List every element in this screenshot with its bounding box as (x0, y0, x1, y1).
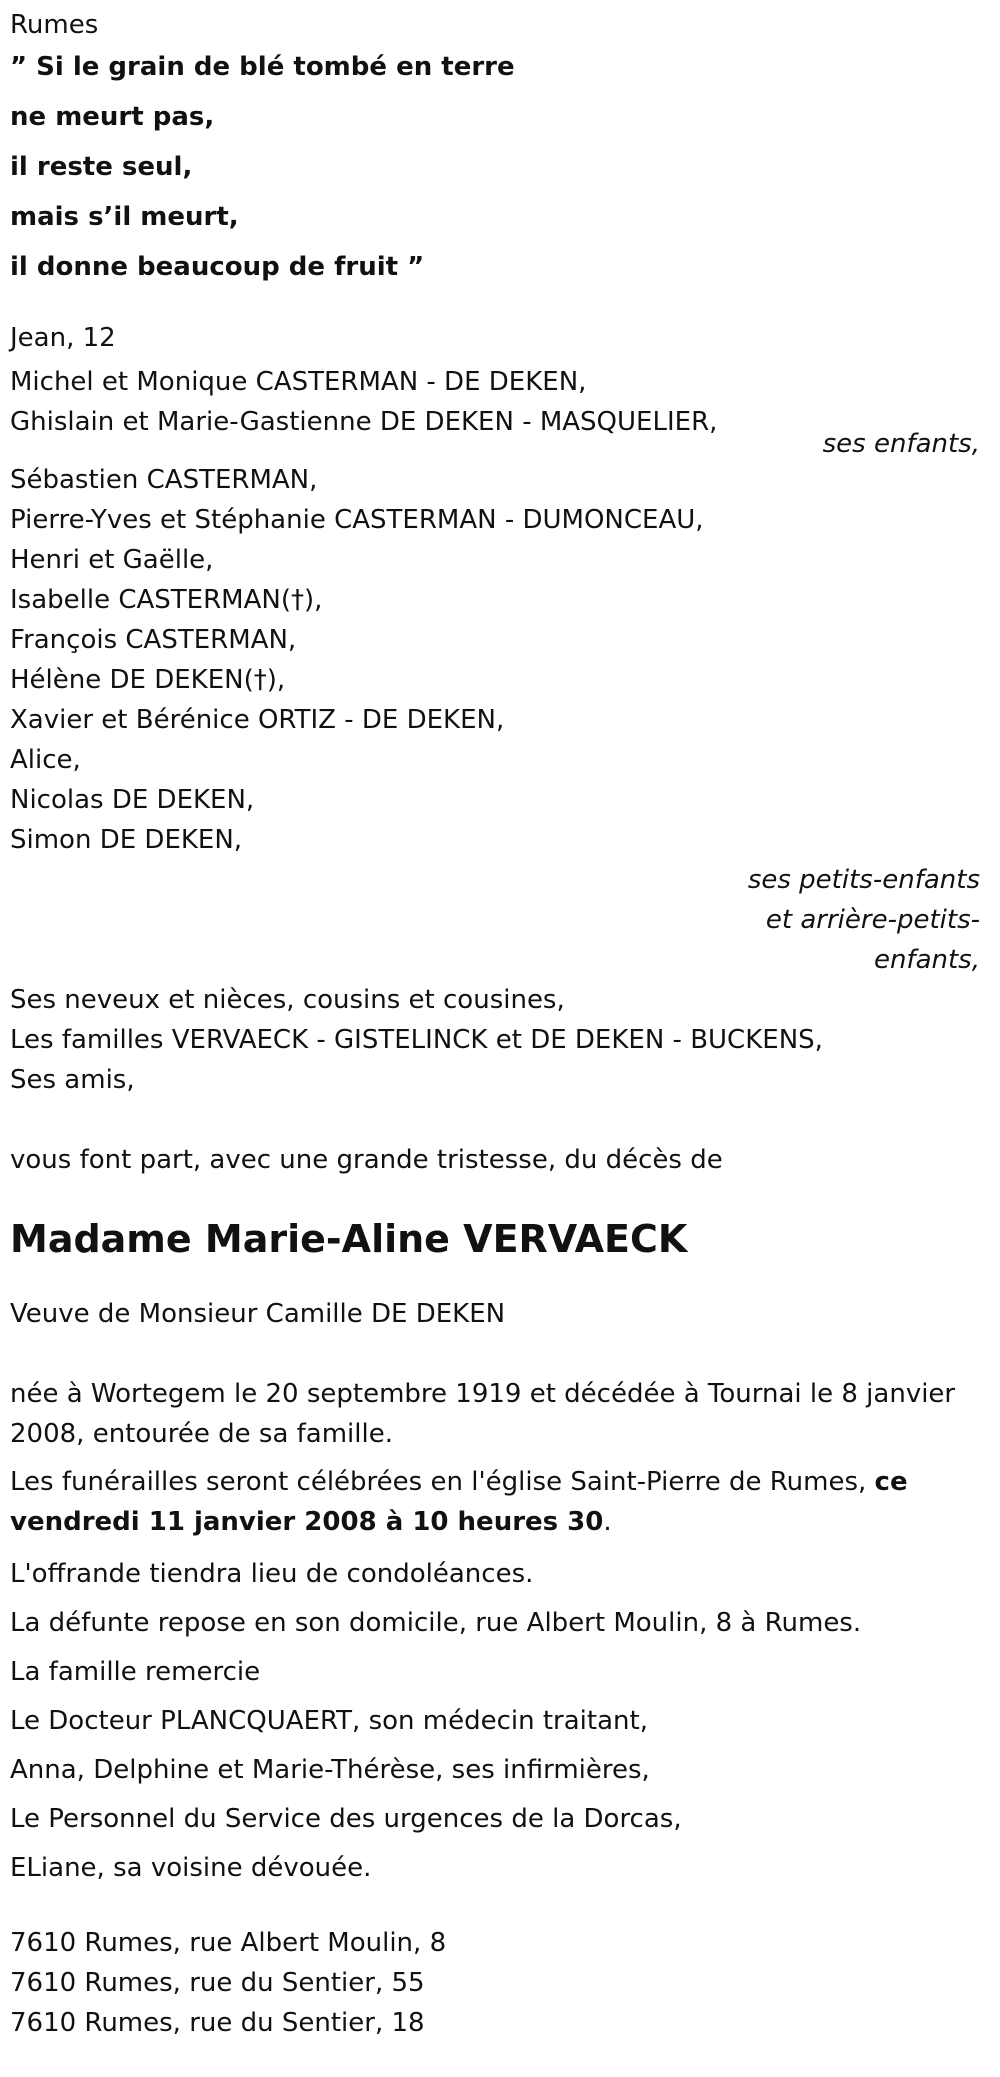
funeral-suffix: . (603, 1507, 612, 1537)
funeral-prefix: Les funérailles seront célébrées en l'église Saint-Pierre de Rumes, (10, 1467, 875, 1497)
funeral-date: ce vendredi 11 janvier 2008 à 10 heures 30 (10, 1467, 908, 1537)
detail-line: La défunte repose en son domicile, rue Albert Moulin, 8 à Rumes. (10, 1608, 862, 1638)
grandchild-line: François CASTERMAN, (10, 625, 297, 655)
birth-death: née à Wortegem le 20 septembre 1919 et décédée à Tournai le 8 janvier 2008, entourée de sa famille. (10, 1379, 956, 1449)
quote-line: il reste seul, (10, 152, 193, 182)
widow-of: Veuve de Monsieur Camille DE DEKEN (10, 1299, 506, 1329)
quote-reference: Jean, 12 (10, 323, 116, 353)
deceased-name: Madame Marie-Aline VERVAECK (10, 1217, 688, 1261)
relatives-line: Les familles VERVAECK - GISTELINCK et DE DEKEN - BUCKENS, (10, 1025, 823, 1055)
grandchild-line: Pierre-Yves et Stéphanie CASTERMAN - DUMONCEAU, (10, 505, 704, 535)
grandchild-line: Simon DE DEKEN, (10, 825, 243, 855)
detail-line: Le Docteur PLANCQUAERT, son médecin traitant, (10, 1706, 648, 1736)
address-line: 7610 Rumes, rue du Sentier, 18 (10, 2008, 425, 2038)
relatives-line: Ses neveux et nièces, cousins et cousines, (10, 985, 565, 1015)
quote-block (10, 42, 990, 292)
child-line: Michel et Monique CASTERMAN - DE DEKEN, (10, 367, 587, 397)
grandchildren-label: et arrière-petits- (765, 905, 980, 935)
grandchild-line: Xavier et Bérénice ORTIZ - DE DEKEN, (10, 705, 505, 735)
grandchild-line: Isabelle CASTERMAN(†), (10, 585, 323, 615)
addresses-block (10, 1923, 990, 2043)
grandchild-line: Hélène DE DEKEN(†), (10, 665, 286, 695)
grandchild-line: Henri et Gaëlle, (10, 545, 214, 575)
quote-line: ” Si le grain de blé tombé en terre (10, 52, 515, 82)
address-line: 7610 Rumes, rue Albert Moulin, 8 (10, 1928, 447, 1958)
announcement: vous font part, avec une grande tristesse, du décès de (10, 1145, 723, 1175)
grandchildren-label: ses petits-enfants (747, 865, 980, 895)
relatives-line: Ses amis, (10, 1065, 135, 1095)
location: Rumes (10, 10, 99, 40)
grandchild-line: Nicolas DE DEKEN, (10, 785, 255, 815)
child-line: Ghislain et Marie-Gastienne DE DEKEN - MASQUELIER, (10, 407, 718, 437)
children-label: ses enfants, (822, 429, 980, 459)
quote-line: ne meurt pas, (10, 102, 215, 132)
detail-line: Anna, Delphine et Marie-Thérèse, ses infirmières, (10, 1755, 650, 1785)
grandchild-line: Sébastien CASTERMAN, (10, 465, 318, 495)
detail-line: ELiane, sa voisine dévouée. (10, 1853, 372, 1883)
funeral-info (10, 1462, 990, 1542)
grandchildren-label: enfants, (873, 945, 980, 975)
grandchildren-block (10, 460, 990, 980)
grandchild-line: Alice, (10, 745, 81, 775)
quote-line: mais s’il meurt, (10, 202, 239, 232)
detail-line: L'offrande tiendra lieu de condoléances. (10, 1559, 534, 1589)
relatives-block (10, 980, 990, 1100)
children-block (10, 362, 990, 464)
address-line: 7610 Rumes, rue du Sentier, 55 (10, 1968, 425, 1998)
detail-line: Le Personnel du Service des urgences de la Dorcas, (10, 1804, 682, 1834)
quote-line: il donne beaucoup de fruit ” (10, 252, 425, 282)
details-block (10, 1550, 990, 1893)
detail-line: La famille remercie (10, 1657, 261, 1687)
